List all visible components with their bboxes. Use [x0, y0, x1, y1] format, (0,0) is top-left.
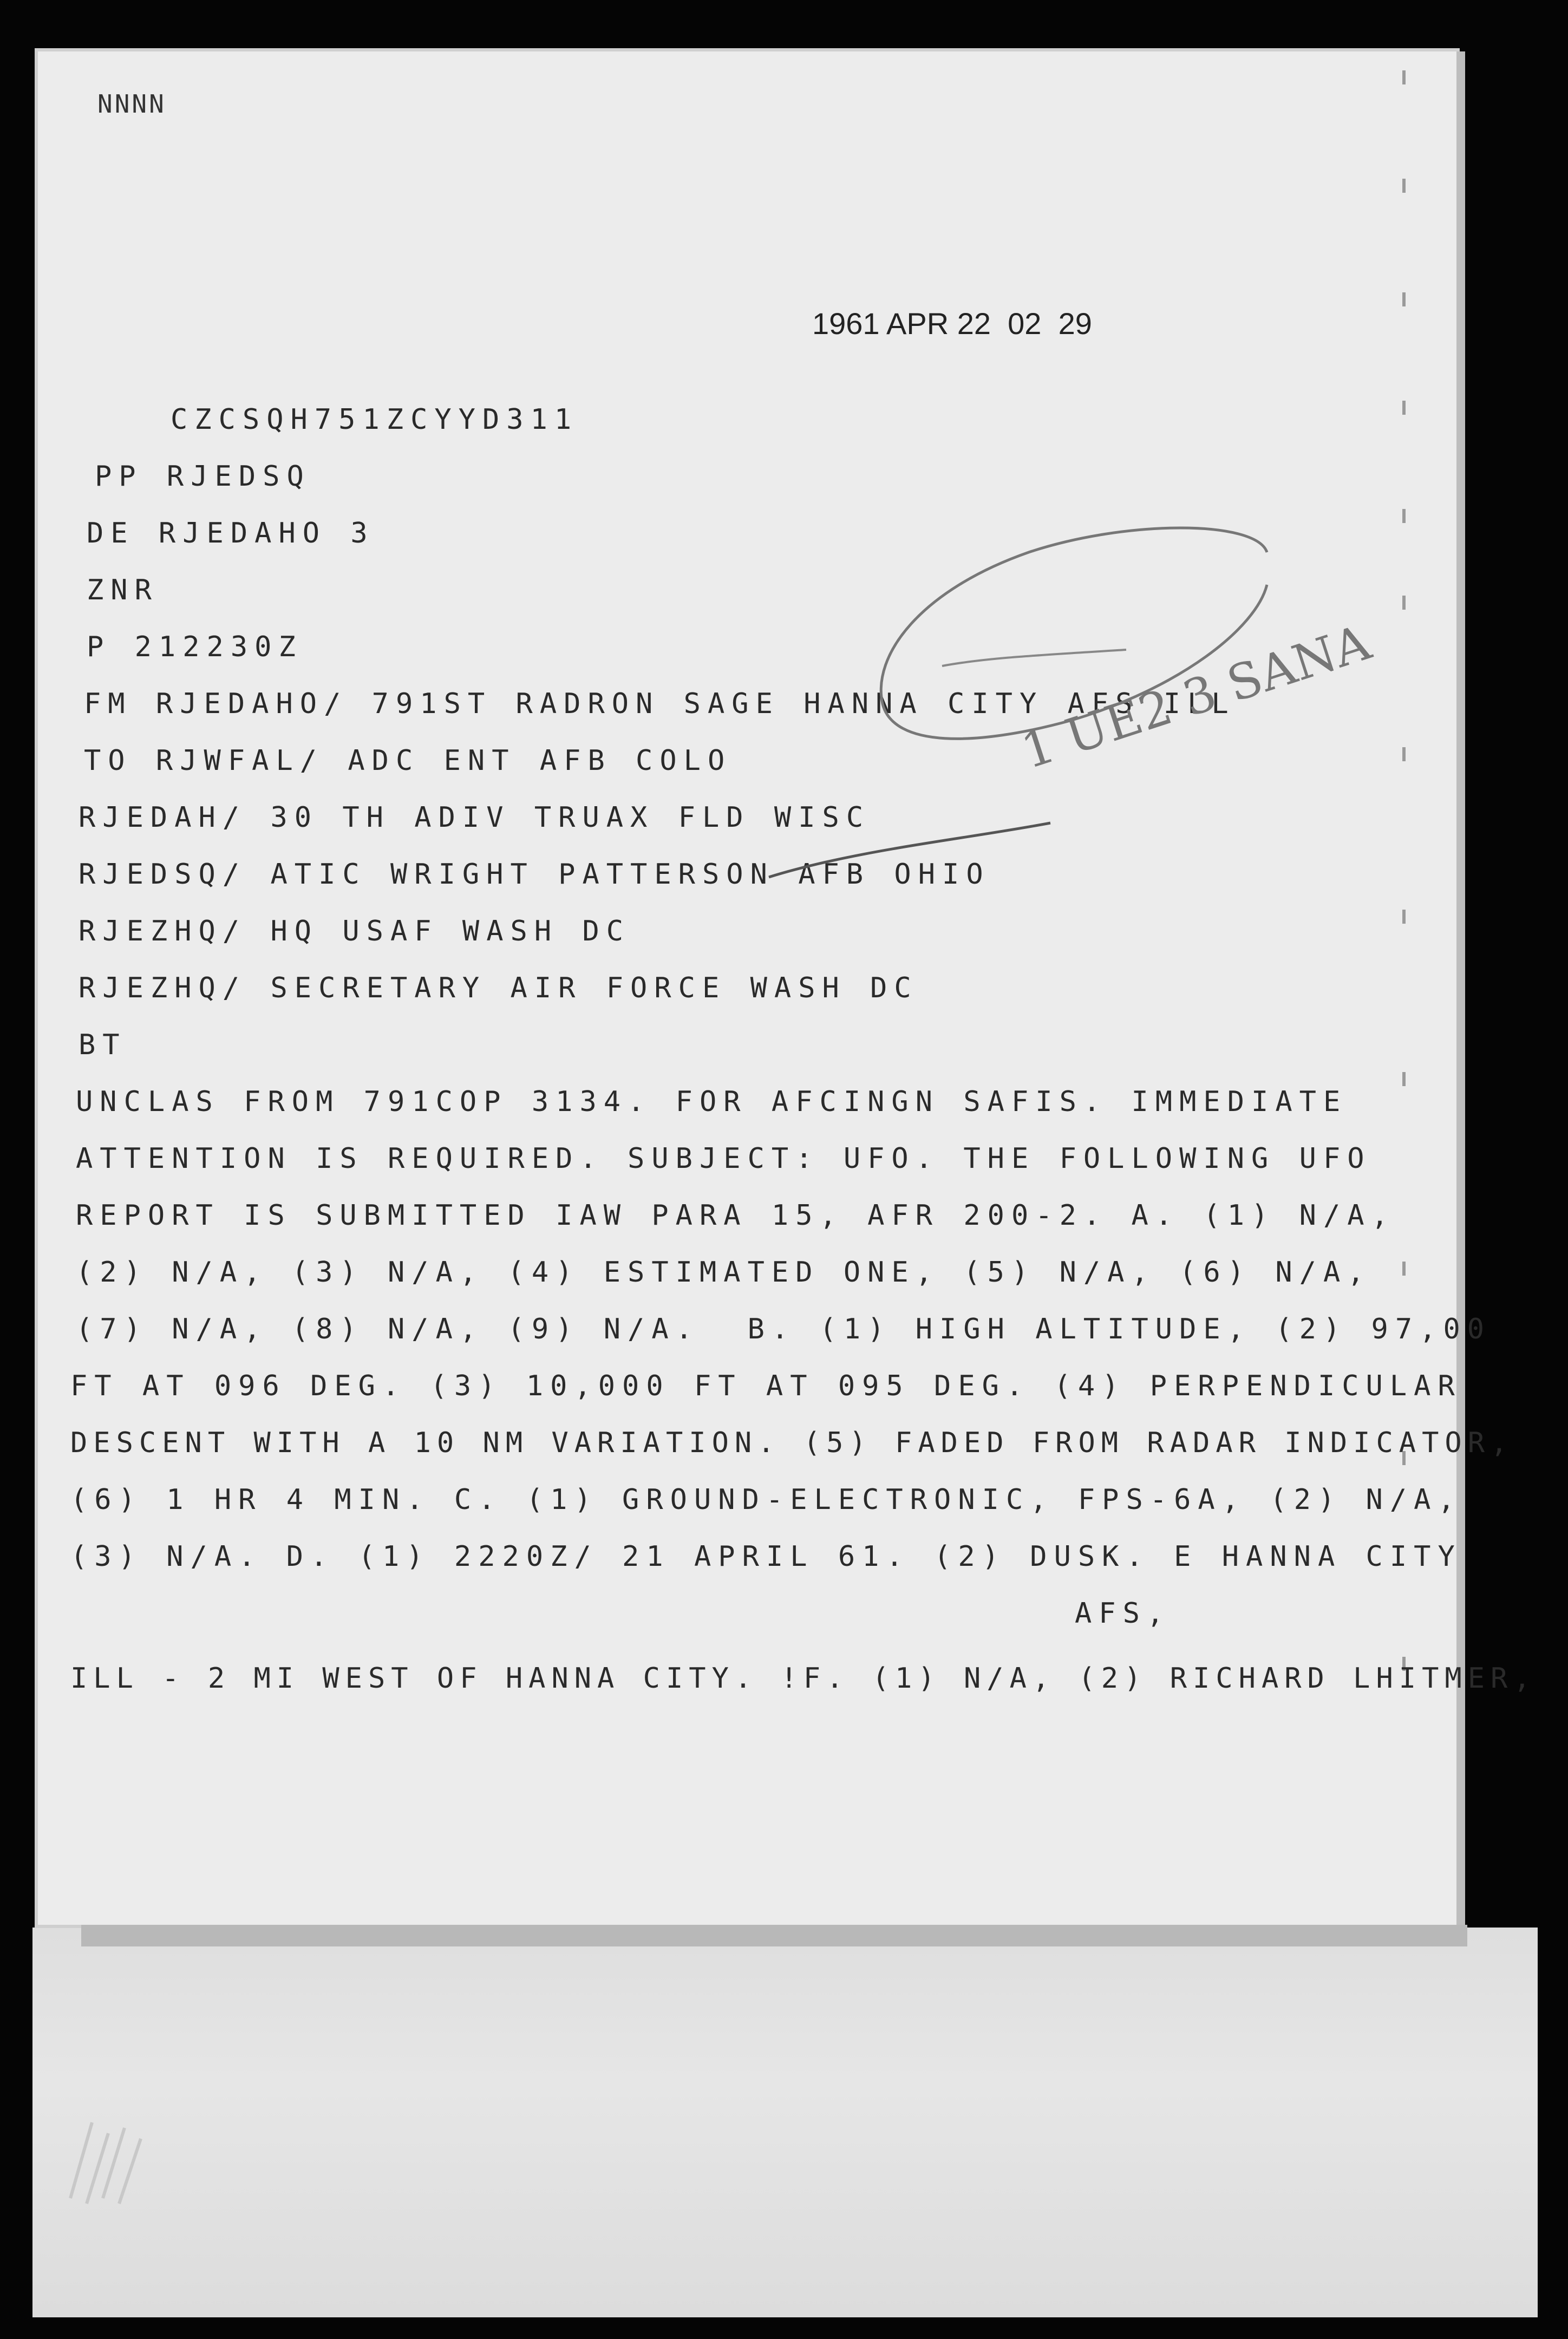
message-line: (6) 1 HR 4 MIN. C. (1) GROUND-ELECTRONIC, FPS-6A, (2) N/A, [70, 1484, 1462, 1516]
message-line: FT AT 096 DEG. (3) 10,000 FT AT 095 DEG. (4) PERPENDICULAR [70, 1370, 1462, 1402]
routing-line: CZCSQH751ZCYYD311 [171, 403, 579, 436]
break-line: BT [79, 1029, 127, 1061]
svg-text:1 UE2 3 SANA: 1 UE2 3 SANA [1015, 614, 1377, 780]
address-line: RJEZHQ/ HQ USAF WASH DC [79, 915, 631, 948]
tractor-hole-mark [1402, 910, 1406, 924]
tractor-hole-mark [1402, 292, 1406, 306]
message-line: REPORT IS SUBMITTED IAW PARA 15, AFR 200-2. A. (1) N/A, [76, 1199, 1395, 1232]
tractor-hole-mark [1402, 1262, 1406, 1276]
message-line: (7) N/A, (8) N/A, (9) N/A. B. (1) HIGH ALTITUDE, (2) 97,00 [76, 1313, 1492, 1345]
sheet-shadow [81, 1925, 1467, 1946]
handwritten-annotation [747, 520, 1377, 910]
tractor-hole-mark [1402, 596, 1406, 610]
tractor-hole-mark [1402, 747, 1406, 761]
header-code: NNNN [97, 89, 166, 119]
address-line: RJEDSQ/ ATIC WRIGHT PATTERSON AFB OHIO [79, 858, 990, 891]
scan-background [32, 1928, 1538, 2317]
znr-line: ZNR [87, 574, 159, 606]
tractor-hole-mark [1402, 509, 1406, 523]
message-line: (2) N/A, (3) N/A, (4) ESTIMATED ONE, (5) N/A, (6) N/A, [76, 1256, 1371, 1289]
tractor-hole-mark [1402, 1072, 1406, 1086]
from-line: FM RJEDAHO/ 791ST RADRON SAGE HANNA CITY AFS ILL [84, 688, 1236, 720]
message-line: AFS, [1075, 1597, 1171, 1630]
origin-line: DE RJEDAHO 3 [87, 517, 375, 550]
tractor-hole-mark [1402, 179, 1406, 193]
message-line: ATTENTION IS REQUIRED. SUBJECT: UFO. THE FOLLOWING UFO [76, 1142, 1371, 1175]
tractor-hole-mark [1402, 401, 1406, 415]
tractor-hole-mark [1402, 70, 1406, 84]
sheet-edge [1456, 51, 1465, 1925]
address-line: RJEDAH/ 30 TH ADIV TRUAX FLD WISC [79, 801, 871, 834]
dtg-line: P 212230Z [87, 631, 303, 663]
to-line: TO RJWFAL/ ADC ENT AFB COLO [84, 744, 732, 777]
scan-smudge [60, 2101, 179, 2209]
received-timestamp: 1961 APR 22 02 29 [812, 306, 1092, 341]
precedence-line: PP RJEDSQ [95, 460, 311, 493]
message-line: ILL - 2 MI WEST OF HANNA CITY. !F. (1) N/A, (2) RICHARD LHITMER, [70, 1662, 1537, 1695]
message-line: DESCENT WITH A 10 NM VARIATION. (5) FADED FROM RADAR INDICATOR, [70, 1427, 1514, 1459]
message-line: UNCLAS FROM 791COP 3134. FOR AFCINGN SAFIS. IMMEDIATE [76, 1086, 1348, 1118]
message-line: (3) N/A. D. (1) 2220Z/ 21 APRIL 61. (2) DUSK. E HANNA CITY [70, 1540, 1462, 1573]
address-line: RJEZHQ/ SECRETARY AIR FORCE WASH DC [79, 972, 918, 1004]
